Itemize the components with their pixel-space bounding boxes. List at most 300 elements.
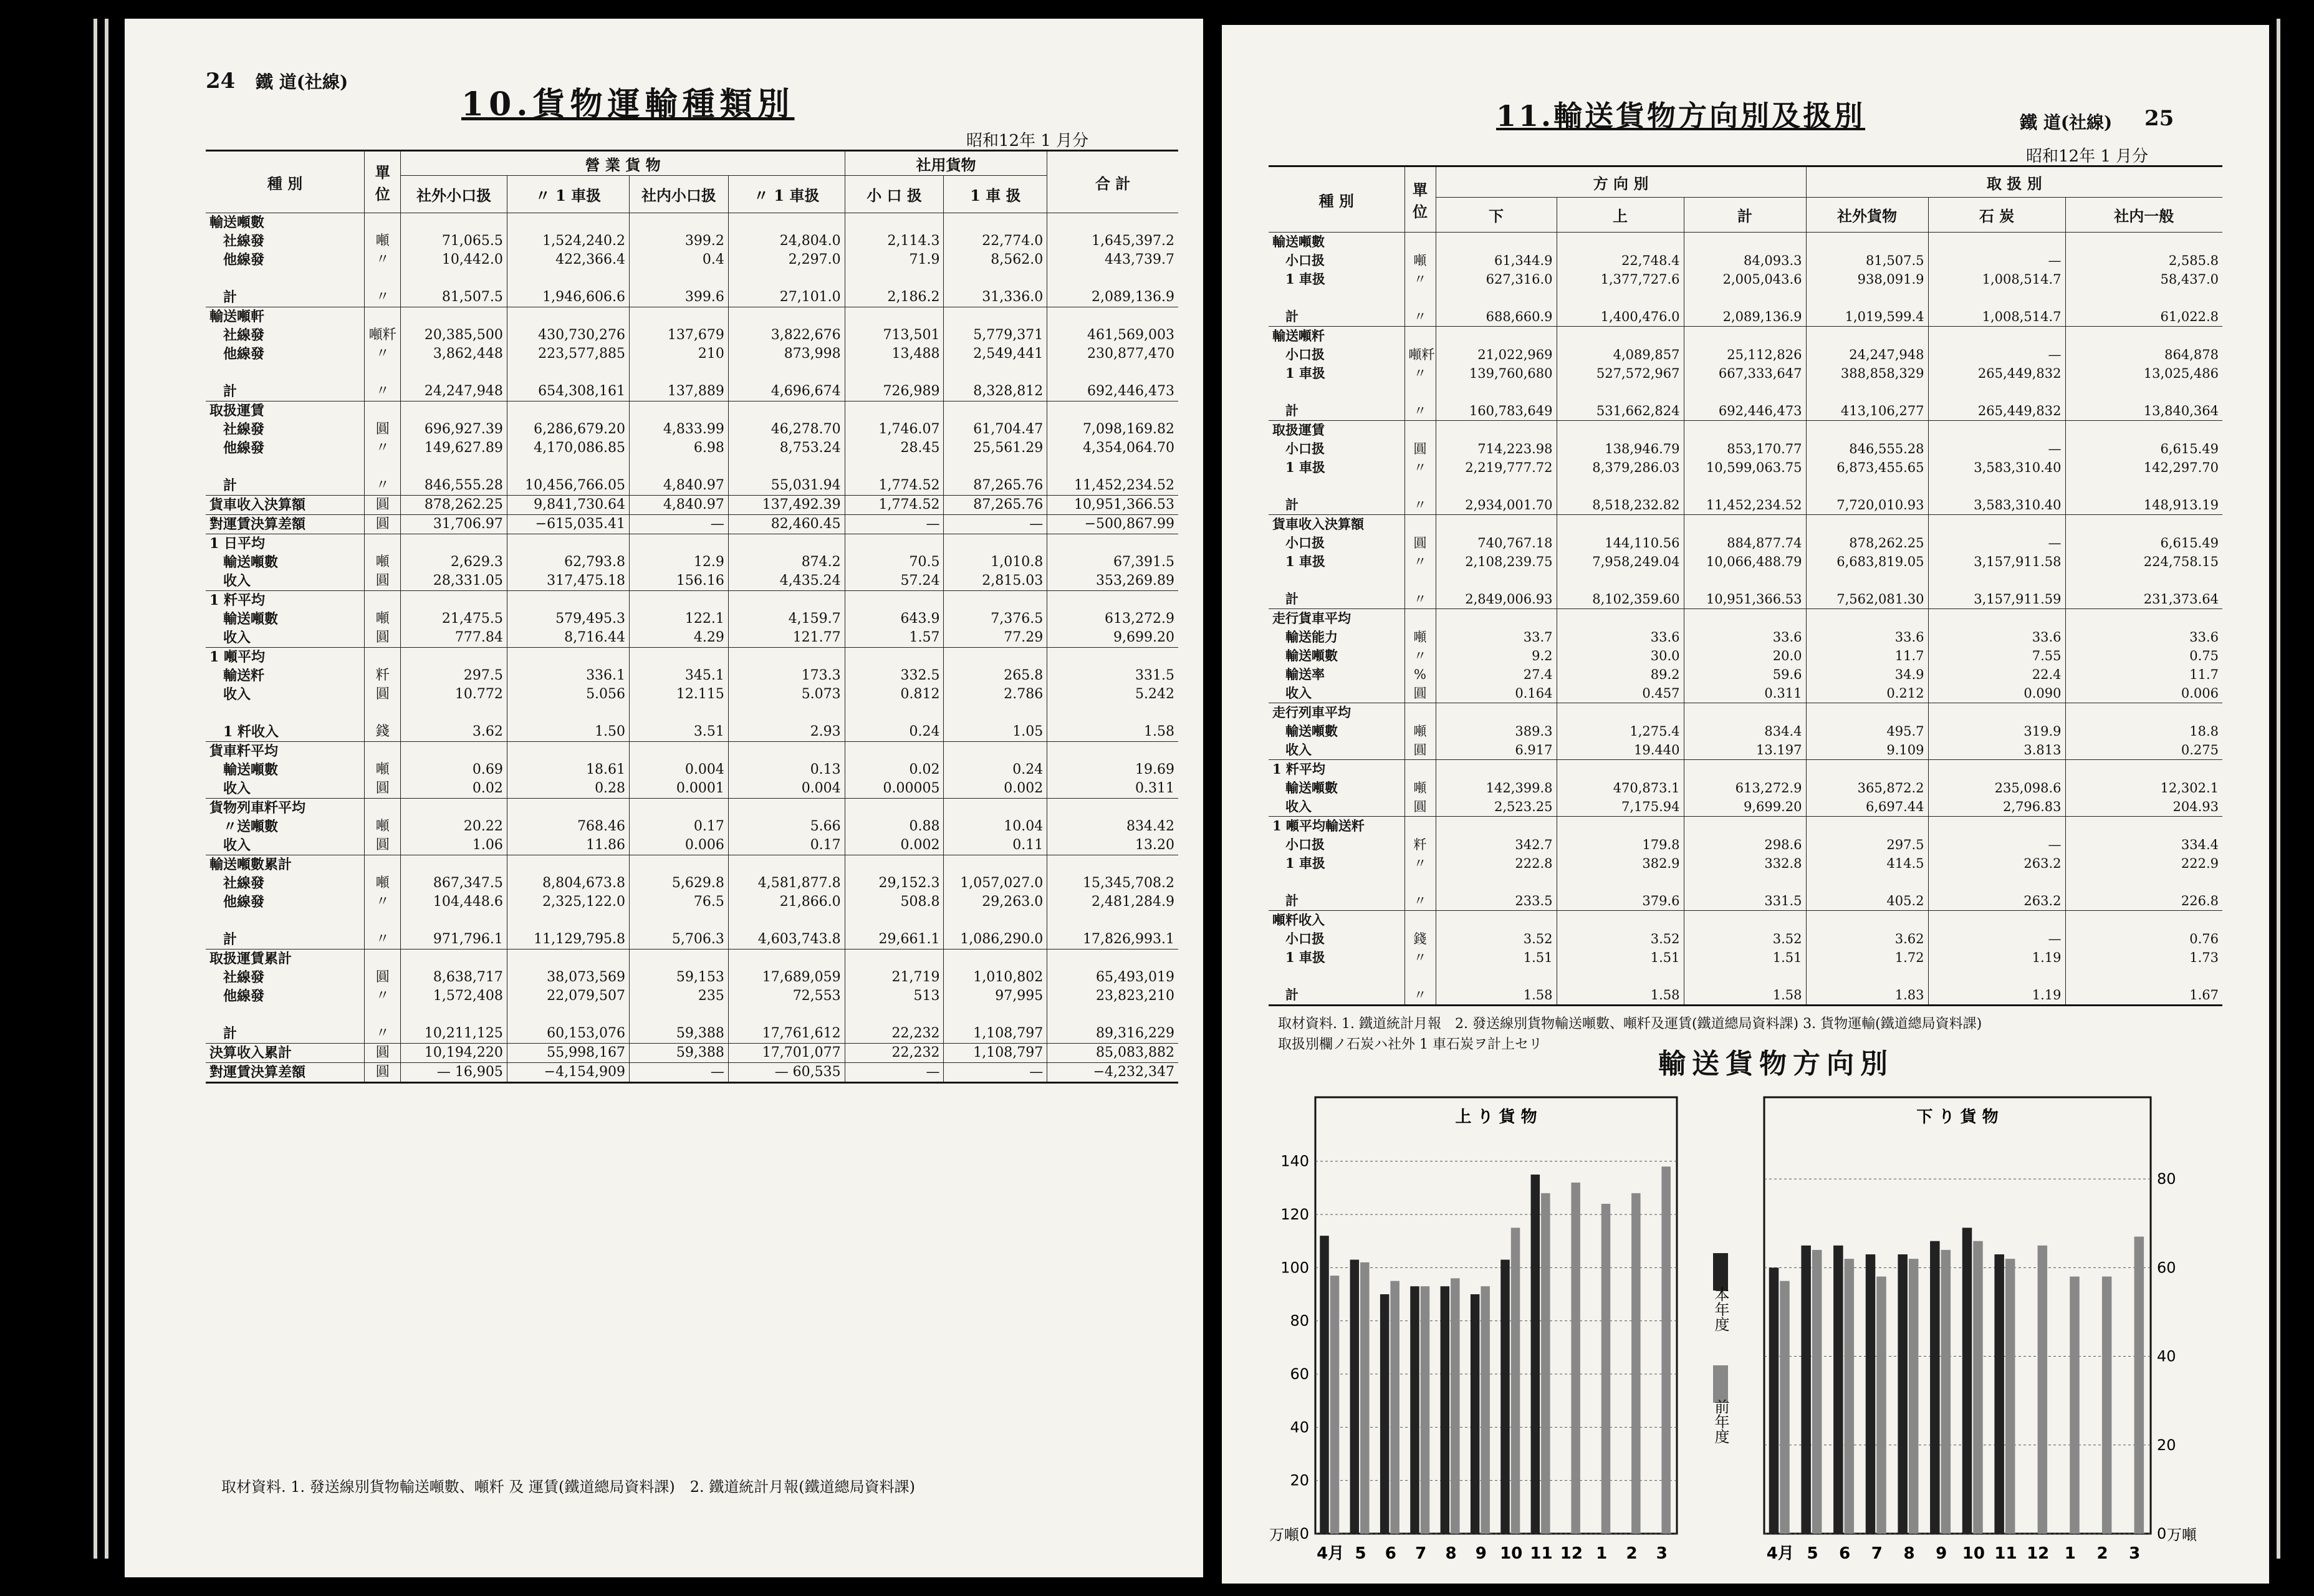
x-tick-label: 1 (1596, 1544, 1608, 1563)
y-tick-label: 80 (2157, 1170, 2176, 1188)
bar-current-year (1769, 1267, 1779, 1534)
table-cell: 21,719 513 22,232 (845, 949, 944, 1044)
bar-current-year (1930, 1241, 1940, 1534)
table-cell: 319.9 3.813 (1928, 703, 2065, 760)
table-cell: 3.52 1.51 1.58 (1557, 911, 1684, 1006)
book-edge-left-2 (105, 19, 108, 1559)
col-kind-r: 種 別 (1269, 166, 1404, 233)
table-cell: 6,615.49 142,297.70 148,913.19 (2065, 421, 2222, 515)
table-cell: — (630, 1063, 729, 1083)
row-label: 對運賃決算差額 (206, 1063, 365, 1083)
table-cell: 867,347.5 104,448.6 971,796.1 (401, 855, 507, 949)
row-unit: 圓 〃 〃 (365, 401, 401, 496)
col-unit-r: 單位 (1404, 166, 1436, 233)
bar-previous-year (2134, 1237, 2144, 1534)
bar-previous-year (1451, 1278, 1460, 1534)
page-number-left: 24 (206, 69, 236, 94)
table-cell: 71,065.5 10,442.0 81,507.5 (401, 213, 507, 307)
row-label: 噸粁收入 小口扱 1 車扱 計 (1269, 911, 1404, 1006)
row-label: 1 粁平均 輸送噸數 收入 (206, 591, 365, 648)
freight-direction-table (1269, 165, 2222, 1006)
x-tick-label: 8 (1903, 1544, 1915, 1563)
table-cell: 4,833.99 6.98 4,840.97 (630, 401, 729, 496)
unit-label-left: 万噸 (1269, 1526, 1299, 1544)
table-row (206, 648, 1178, 742)
table-cell: 22,232 (845, 1044, 944, 1063)
table-cell: 3,822,676 873,998 4,696,674 (728, 307, 845, 401)
table-cell: 46,278.70 8,753.24 55,031.94 (728, 401, 845, 496)
table-cell: 81,507.5 938,091.9 1,019,599.4 (1806, 233, 1928, 327)
row-label: 貨物列車粁平均 〃送噸數 收入 (206, 799, 365, 855)
table-cell: 65,493,019 23,823,210 89,316,229 (1047, 949, 1178, 1044)
table-cell: 643.9 1.57 (845, 591, 944, 648)
col-c5: 小 口 扱 (845, 176, 944, 213)
col-business: 營 業 貨 物 (401, 151, 845, 176)
table-row (206, 496, 1178, 515)
row-unit: 錢 〃 〃 (1404, 911, 1436, 1006)
table-row (206, 799, 1178, 855)
bar-previous-year (1780, 1281, 1790, 1534)
table-cell: 12.9 156.16 (630, 534, 729, 591)
row-label: 取扱運賃累計 社線發 他線發 計 (206, 949, 365, 1044)
table-cell: — (845, 515, 944, 534)
table-cell: 235,098.6 2,796.83 (1928, 760, 2065, 817)
table-cell: 1,108,797 (944, 1044, 1047, 1063)
table-cell: — 263.2 263.2 (1928, 817, 2065, 911)
row-unit: 圓 〃 〃 (365, 949, 401, 1044)
chart-title: 輸送貨物方向別 (1658, 1048, 1894, 1080)
col-direction: 方 向 別 (1436, 166, 1806, 198)
table-cell: 33.6 11.7 34.9 0.212 (1806, 609, 1928, 703)
table-cell: 1,645,397.2 443,739.7 2,089,136.9 (1047, 213, 1178, 307)
table-cell: 3.62 1.72 1.83 (1806, 911, 1928, 1006)
col-c1: 社外小口扱 (401, 176, 507, 213)
chart-panel-frame (1764, 1097, 2151, 1534)
table-cell: 0.24 0.002 (944, 742, 1047, 799)
table-cell: — 1,008,514.7 1,008,514.7 (1928, 233, 2065, 327)
row-label: 輸送噸軒 社線發 他線發 計 (206, 307, 365, 401)
bar-previous-year (2038, 1246, 2048, 1534)
table-cell: 342.7 222.8 233.5 (1436, 817, 1557, 911)
table-cell: 59,388 (630, 1044, 729, 1063)
legend-swatch (1713, 1253, 1728, 1291)
table-cell: 24,804.0 2,297.0 27,101.0 (728, 213, 845, 307)
table-cell: 33.6 30.0 89.2 0.457 (1557, 609, 1684, 703)
x-tick-label: 12 (1560, 1544, 1583, 1563)
table-cell: 173.3 5.073 2.93 (728, 648, 845, 742)
bar-previous-year (2005, 1259, 2015, 1534)
col-handling: 取 扱 別 (1806, 166, 2222, 198)
y-tick-label: 0 (1299, 1525, 1309, 1542)
x-tick-label: 7 (1415, 1544, 1427, 1563)
table-cell: 1,524,240.2 422,366.4 1,946,606.6 (507, 213, 629, 307)
table-row (206, 855, 1178, 949)
table-cell: 179.8 382.9 379.6 (1557, 817, 1684, 911)
bar-current-year (1441, 1286, 1450, 1534)
x-tick-label: 4月 (1317, 1544, 1345, 1563)
table-cell: — 3,157,911.58 3,157,911.59 (1928, 515, 2065, 609)
table-cell: 878,262.25 6,683,819.05 7,562,081.30 (1806, 515, 1928, 609)
x-tick-label: 3 (1656, 1544, 1668, 1563)
table-cell: — (944, 515, 1047, 534)
row-unit: 圓 (365, 1063, 401, 1083)
table-cell: 9,841,730.64 (507, 496, 629, 515)
x-tick-label: 6 (1839, 1544, 1851, 1563)
bar-current-year (1994, 1254, 2004, 1534)
row-unit: 圓 〃 〃 (1404, 421, 1436, 515)
table-cell: 10,194,220 (401, 1044, 507, 1063)
row-label: 1 日平均 輸送噸數 收入 (206, 534, 365, 591)
table-cell: 17,689,059 72,553 17,761,612 (728, 949, 845, 1044)
bar-current-year (1962, 1228, 1972, 1534)
col-c6: 1 車 扱 (944, 176, 1047, 213)
col-h2: 石 炭 (1928, 198, 2065, 233)
left-page (125, 19, 1203, 1577)
row-unit: 噸 〃 % 圓 (1404, 609, 1436, 703)
y-tick-label: 20 (2157, 1436, 2176, 1454)
table-cell: 0.02 0.00005 (845, 742, 944, 799)
col-c2: 〃 1 車扱 (507, 176, 629, 213)
row-unit: 噸 圓 (365, 591, 401, 648)
bar-current-year (1500, 1260, 1510, 1534)
table-cell: 142,399.8 2,523.25 (1436, 760, 1557, 817)
table-cell: — (630, 515, 729, 534)
y-tick-label: 40 (1290, 1418, 1309, 1436)
row-unit: 噸 〃 〃 (365, 213, 401, 307)
y-tick-label: 60 (2157, 1259, 2176, 1277)
table-cell: 19.69 0.311 (1047, 742, 1178, 799)
table-cell: 138,946.79 8,379,286.03 8,518,232.82 (1557, 421, 1684, 515)
source-note-right-1: 取材資料. 1. 鐵道統計月報 2. 發送線別貨物輸送噸數、噸粁及運賃(鐵道總局資料課) 3. 貨物運輸(鐵道總局資料課) (1278, 1016, 1982, 1032)
col-h3: 社内一般 (2065, 198, 2222, 233)
bar-previous-year (1360, 1262, 1370, 1534)
row-label: 輸送噸數 社線發 他線發 計 (206, 213, 365, 307)
section-label-left: 鐵 道(社線) (256, 72, 348, 92)
table-row (206, 534, 1178, 591)
y-tick-label: 80 (1290, 1312, 1309, 1330)
table-cell: 461,569,003 230,877,470 692,446,473 (1047, 307, 1178, 401)
table-cell: 84,093.3 2,005,043.6 2,089,136.9 (1684, 233, 1806, 327)
row-label: 1 噸平均 輸送粁 收入 1 粁收入 (206, 648, 365, 742)
table-cell: 33.6 0.75 11.7 0.006 (2065, 609, 2222, 703)
table-cell: 265.8 2.786 1.05 (944, 648, 1047, 742)
bar-current-year (1833, 1246, 1843, 1534)
table-cell: 33.6 20.0 59.6 0.311 (1684, 609, 1806, 703)
table-row (1269, 515, 2222, 609)
table-cell: 82,460.45 (728, 515, 845, 534)
table-cell: 55,998,167 (507, 1044, 629, 1063)
row-label: 取扱運賃 社線發 他線發 計 (206, 401, 365, 496)
table-cell: −500,867.99 (1047, 515, 1178, 534)
col-kind: 種 別 (206, 151, 365, 213)
row-label: 輸送噸數 小口扱 1 車扱 計 (1269, 233, 1404, 327)
table-cell: — 1.19 1.19 (1928, 911, 2065, 1006)
table-cell: 20,385,500 3,862,448 24,247,948 (401, 307, 507, 401)
table-cell: — 16,905 (401, 1063, 507, 1083)
bar-previous-year (1601, 1204, 1611, 1534)
table-cell: 18.8 0.275 (2065, 703, 2222, 760)
x-tick-label: 3 (2129, 1544, 2141, 1563)
table-cell: 18.61 0.28 (507, 742, 629, 799)
table-cell: 12,302.1 204.93 (2065, 760, 2222, 817)
table-cell: 4,159.7 121.77 (728, 591, 845, 648)
table-cell: 33.6 7.55 22.4 0.090 (1928, 609, 2065, 703)
row-unit: 圓 (365, 1044, 401, 1063)
table-cell: 334.4 222.9 226.8 (2065, 817, 2222, 911)
table-cell: 2,114.3 71.9 2,186.2 (845, 213, 944, 307)
source-note-right-2: 取扱別欄ノ石炭ハ社外 1 車石炭ヲ計上セリ (1278, 1037, 1542, 1052)
table-cell: −4,232,347 (1047, 1063, 1178, 1083)
table-cell: 399.2 0.4 399.6 (630, 213, 729, 307)
table-cell: 6,615.49 224,758.15 231,373.64 (2065, 515, 2222, 609)
bar-current-year (1471, 1294, 1480, 1534)
table-cell: 874.2 4,435.24 (728, 534, 845, 591)
x-tick-label: 5 (1807, 1544, 1818, 1563)
col-c4: 〃 1 車扱 (728, 176, 845, 213)
x-tick-label: 7 (1871, 1544, 1883, 1563)
row-unit: 噸粁 〃 〃 (365, 307, 401, 401)
row-label: 輸送噸數累計 社線發 他線發 計 (206, 855, 365, 949)
book-edge-right (2277, 19, 2280, 1559)
table-cell: 122.1 4.29 (630, 591, 729, 648)
table-row (206, 307, 1178, 401)
table-cell: 2,629.3 28,331.05 (401, 534, 507, 591)
table-cell: 297.5 10.772 3.62 (401, 648, 507, 742)
table-cell: 613,272.9 9,699.20 (1684, 760, 1806, 817)
freight-by-type-table (206, 150, 1178, 1084)
book-edge-left (94, 19, 97, 1559)
table-cell: 15,345,708.2 2,481,284.9 17,826,993.1 (1047, 855, 1178, 949)
y-tick-label: 120 (1280, 1206, 1309, 1223)
table-cell: — (845, 1063, 944, 1083)
table-date-left: 昭和12年 1 月分 (966, 132, 1089, 150)
table-cell: 768.46 11.86 (507, 799, 629, 855)
row-label: 走行貨車平均 輸送能力 輸送噸數 輸送率 收入 (1269, 609, 1404, 703)
table-cell: 5.66 0.17 (728, 799, 845, 855)
row-label: 貨車收入決算額 (206, 496, 365, 515)
table-row (1269, 609, 2222, 703)
table-cell: 10.04 0.11 (944, 799, 1047, 855)
table-cell: 2,585.8 58,437.0 61,022.8 (2065, 233, 2222, 327)
table-cell: 613,272.9 9,699.20 (1047, 591, 1178, 648)
table-title-left: 10.貨物運輸種類別 (461, 85, 795, 123)
bar-current-year (1350, 1260, 1360, 1534)
table-row (1269, 703, 2222, 760)
row-unit: 噸 〃 〃 (365, 855, 401, 949)
table-cell: 5,779,371 2,549,441 8,328,812 (944, 307, 1047, 401)
table-cell: 495.7 9.109 (1806, 703, 1928, 760)
table-cell: 0.17 0.006 (630, 799, 729, 855)
bar-current-year (1380, 1294, 1390, 1534)
table-row (206, 1063, 1178, 1083)
table-row (1269, 327, 2222, 421)
bar-previous-year (1876, 1277, 1886, 1534)
row-label: 貨車收入決算額 小口扱 1 車扱 計 (1269, 515, 1404, 609)
table-cell: 1,774.52 (845, 496, 944, 515)
col-company: 社用貨物 (845, 151, 1047, 176)
bar-previous-year (1421, 1286, 1430, 1534)
bar-current-year (1801, 1246, 1811, 1534)
row-unit: 噸 圓 (365, 799, 401, 855)
bar-previous-year (1909, 1259, 1919, 1534)
row-unit: 粁 圓 錢 (365, 648, 401, 742)
table-cell: 29,152.3 508.8 29,661.1 (845, 855, 944, 949)
row-unit: 噸 圓 (1404, 760, 1436, 817)
bar-previous-year (1812, 1250, 1822, 1534)
x-tick-label: 9 (1475, 1544, 1487, 1563)
bar-previous-year (1481, 1286, 1490, 1534)
table-cell: −615,035.41 (507, 515, 629, 534)
x-tick-label: 2 (2096, 1544, 2108, 1563)
row-label: 貨車粁平均 輸送噸數 收入 (206, 742, 365, 799)
row-unit: 噸 〃 〃 (1404, 233, 1436, 327)
row-label: 取扱運賃 小口扱 1 車扱 計 (1269, 421, 1404, 515)
x-tick-label: 9 (1936, 1544, 1947, 1563)
table-cell: 864,878 13,025,486 13,840,364 (2065, 327, 2222, 421)
table-cell: 834.4 13.197 (1684, 703, 1806, 760)
x-tick-label: 10 (1962, 1544, 1985, 1563)
bar-previous-year (1973, 1241, 1983, 1534)
table-cell: 3.52 1.51 1.58 (1684, 911, 1806, 1006)
table-cell: 144,110.56 7,958,249.04 8,102,359.60 (1557, 515, 1684, 609)
table-cell: 389.3 6.917 (1436, 703, 1557, 760)
panel-title: 下 り 貨 物 (1916, 1108, 1999, 1127)
bar-previous-year (2102, 1277, 2112, 1534)
x-tick-label: 11 (1530, 1544, 1553, 1563)
table-cell: −4,154,909 (507, 1063, 629, 1083)
table-cell: — (944, 1063, 1047, 1083)
table-cell: 1,010.8 2,815.03 (944, 534, 1047, 591)
direction-chart (1259, 1079, 2232, 1571)
table-cell: 7,098,169.82 4,354,064.70 11,452,234.52 (1047, 401, 1178, 496)
row-unit: 噸 圓 (365, 534, 401, 591)
bar-previous-year (1390, 1281, 1399, 1534)
bar-previous-year (2070, 1277, 2080, 1534)
table-cell: 22,774.0 8,562.0 31,336.0 (944, 213, 1047, 307)
table-cell: 4,581,877.8 21,866.0 4,603,743.8 (728, 855, 845, 949)
table-cell: — 3,583,310.40 3,583,310.40 (1928, 421, 2065, 515)
table-cell: 8,804,673.8 2,325,122.0 11,129,795.8 (507, 855, 629, 949)
table-cell: 331.5 5.242 1.58 (1047, 648, 1178, 742)
table-row (1269, 421, 2222, 515)
table-cell: 5,629.8 76.5 5,706.3 (630, 855, 729, 949)
bar-previous-year (1661, 1166, 1671, 1534)
col-d2: 上 (1557, 198, 1684, 233)
row-unit: 噸粁 〃 〃 (1404, 327, 1436, 421)
x-tick-label: 2 (1626, 1544, 1638, 1563)
bar-current-year (1898, 1254, 1908, 1534)
table-cell: 21,475.5 777.84 (401, 591, 507, 648)
table-cell: 714,223.98 2,219,777.72 2,934,001.70 (1436, 421, 1557, 515)
y-tick-label: 100 (1280, 1259, 1309, 1277)
table-row (206, 401, 1178, 496)
bar-previous-year (1631, 1193, 1641, 1534)
table-date-right: 昭和12年 1 月分 (2026, 147, 2149, 166)
x-tick-label: 5 (1355, 1544, 1366, 1563)
bar-previous-year (1845, 1259, 1855, 1534)
row-unit: 圓 〃 〃 (1404, 515, 1436, 609)
table-cell: 0.13 0.004 (728, 742, 845, 799)
table-cell: 59,153 235 59,388 (630, 949, 729, 1044)
table-cell: 0.88 0.002 (845, 799, 944, 855)
table-cell: 834.42 13.20 (1047, 799, 1178, 855)
table-row (1269, 911, 2222, 1006)
table-row (206, 1044, 1178, 1063)
y-tick-label: 40 (2157, 1347, 2176, 1365)
table-cell: 24,247,948 388,858,329 413,106,277 (1806, 327, 1928, 421)
table-row (1269, 817, 2222, 911)
table-cell: 85,083,882 (1047, 1044, 1178, 1063)
y-tick-label: 20 (1290, 1471, 1309, 1489)
table-row (206, 515, 1178, 534)
bar-current-year (1531, 1175, 1540, 1534)
row-unit: 圓 (365, 496, 401, 515)
table-cell: 38,073,569 22,079,507 60,153,076 (507, 949, 629, 1044)
bar-current-year (1866, 1254, 1876, 1534)
panel-title: 上 り 貨 物 (1455, 1108, 1537, 1127)
table-cell: 0.69 0.02 (401, 742, 507, 799)
table-cell: 579,495.3 8,716.44 (507, 591, 629, 648)
legend-label: 前年度 (1712, 1399, 1729, 1444)
table-cell: 61,344.9 627,316.0 688,660.9 (1436, 233, 1557, 327)
x-tick-label: 11 (1994, 1544, 2017, 1563)
row-label: 走行列車平均 輸送噸數 收入 (1269, 703, 1404, 760)
table-cell: 853,170.77 10,599,063.75 11,452,234.52 (1684, 421, 1806, 515)
table-cell: 61,704.47 25,561.29 87,265.76 (944, 401, 1047, 496)
source-note-left: 取材資料. 1. 發送線別貨物輸送噸數、噸粁 及 運賃(鐵道總局資料課) 2. 鐵道統計月報(鐵道總局資料課) (221, 1478, 916, 1496)
table-cell: 6,286,679.20 4,170,086.85 10,456,766.05 (507, 401, 629, 496)
bar-previous-year (1571, 1183, 1580, 1534)
row-unit: 粁 〃 〃 (1404, 817, 1436, 911)
table-cell: 846,555.28 6,873,455.65 7,720,010.93 (1806, 421, 1928, 515)
table-cell: 336.1 5.056 1.50 (507, 648, 629, 742)
page-number-right: 25 (2144, 106, 2174, 131)
bar-previous-year (1330, 1276, 1340, 1534)
x-tick-label: 4月 (1766, 1544, 1794, 1563)
table-cell: 33.7 9.2 27.4 0.164 (1436, 609, 1557, 703)
table-cell: 10,951,366.53 (1047, 496, 1178, 515)
legend-label: 本年度 (1712, 1287, 1729, 1332)
table-cell: 31,706.97 (401, 515, 507, 534)
table-cell: 62,793.8 317,475.18 (507, 534, 629, 591)
table-cell: 0.76 1.73 1.67 (2065, 911, 2222, 1006)
table-cell: 7,376.5 77.29 (944, 591, 1047, 648)
col-total: 合 計 (1047, 151, 1178, 213)
chart-panel-frame (1315, 1097, 1677, 1534)
bar-current-year (1410, 1286, 1419, 1534)
y-tick-label: 0 (2157, 1525, 2167, 1542)
bar-previous-year (1511, 1228, 1520, 1534)
col-unit: 單位 (365, 151, 401, 213)
col-d3: 計 (1684, 198, 1806, 233)
table-cell: 713,501 13,488 726,989 (845, 307, 944, 401)
bar-previous-year (1541, 1193, 1550, 1534)
table-row (206, 591, 1178, 648)
table-cell: 332.5 0.812 0.24 (845, 648, 944, 742)
table-row (1269, 233, 2222, 327)
table-cell: 365,872.2 6,697.44 (1806, 760, 1928, 817)
row-unit: 噸 圓 (365, 742, 401, 799)
section-label-right: 鐵 道(社線) (2020, 112, 2113, 133)
table-cell: 1,010,802 97,995 1,108,797 (944, 949, 1047, 1044)
table-cell: 470,873.1 7,175.94 (1557, 760, 1684, 817)
table-cell: 740,767.18 2,108,239.75 2,849,006.93 (1436, 515, 1557, 609)
right-page (1222, 25, 2269, 1584)
legend-swatch (1713, 1365, 1728, 1403)
table-cell: 1,746.07 28.45 1,774.52 (845, 401, 944, 496)
row-label: 1 噸平均輸送粁 小口扱 1 車扱 計 (1269, 817, 1404, 911)
table-cell: 298.6 332.8 331.5 (1684, 817, 1806, 911)
